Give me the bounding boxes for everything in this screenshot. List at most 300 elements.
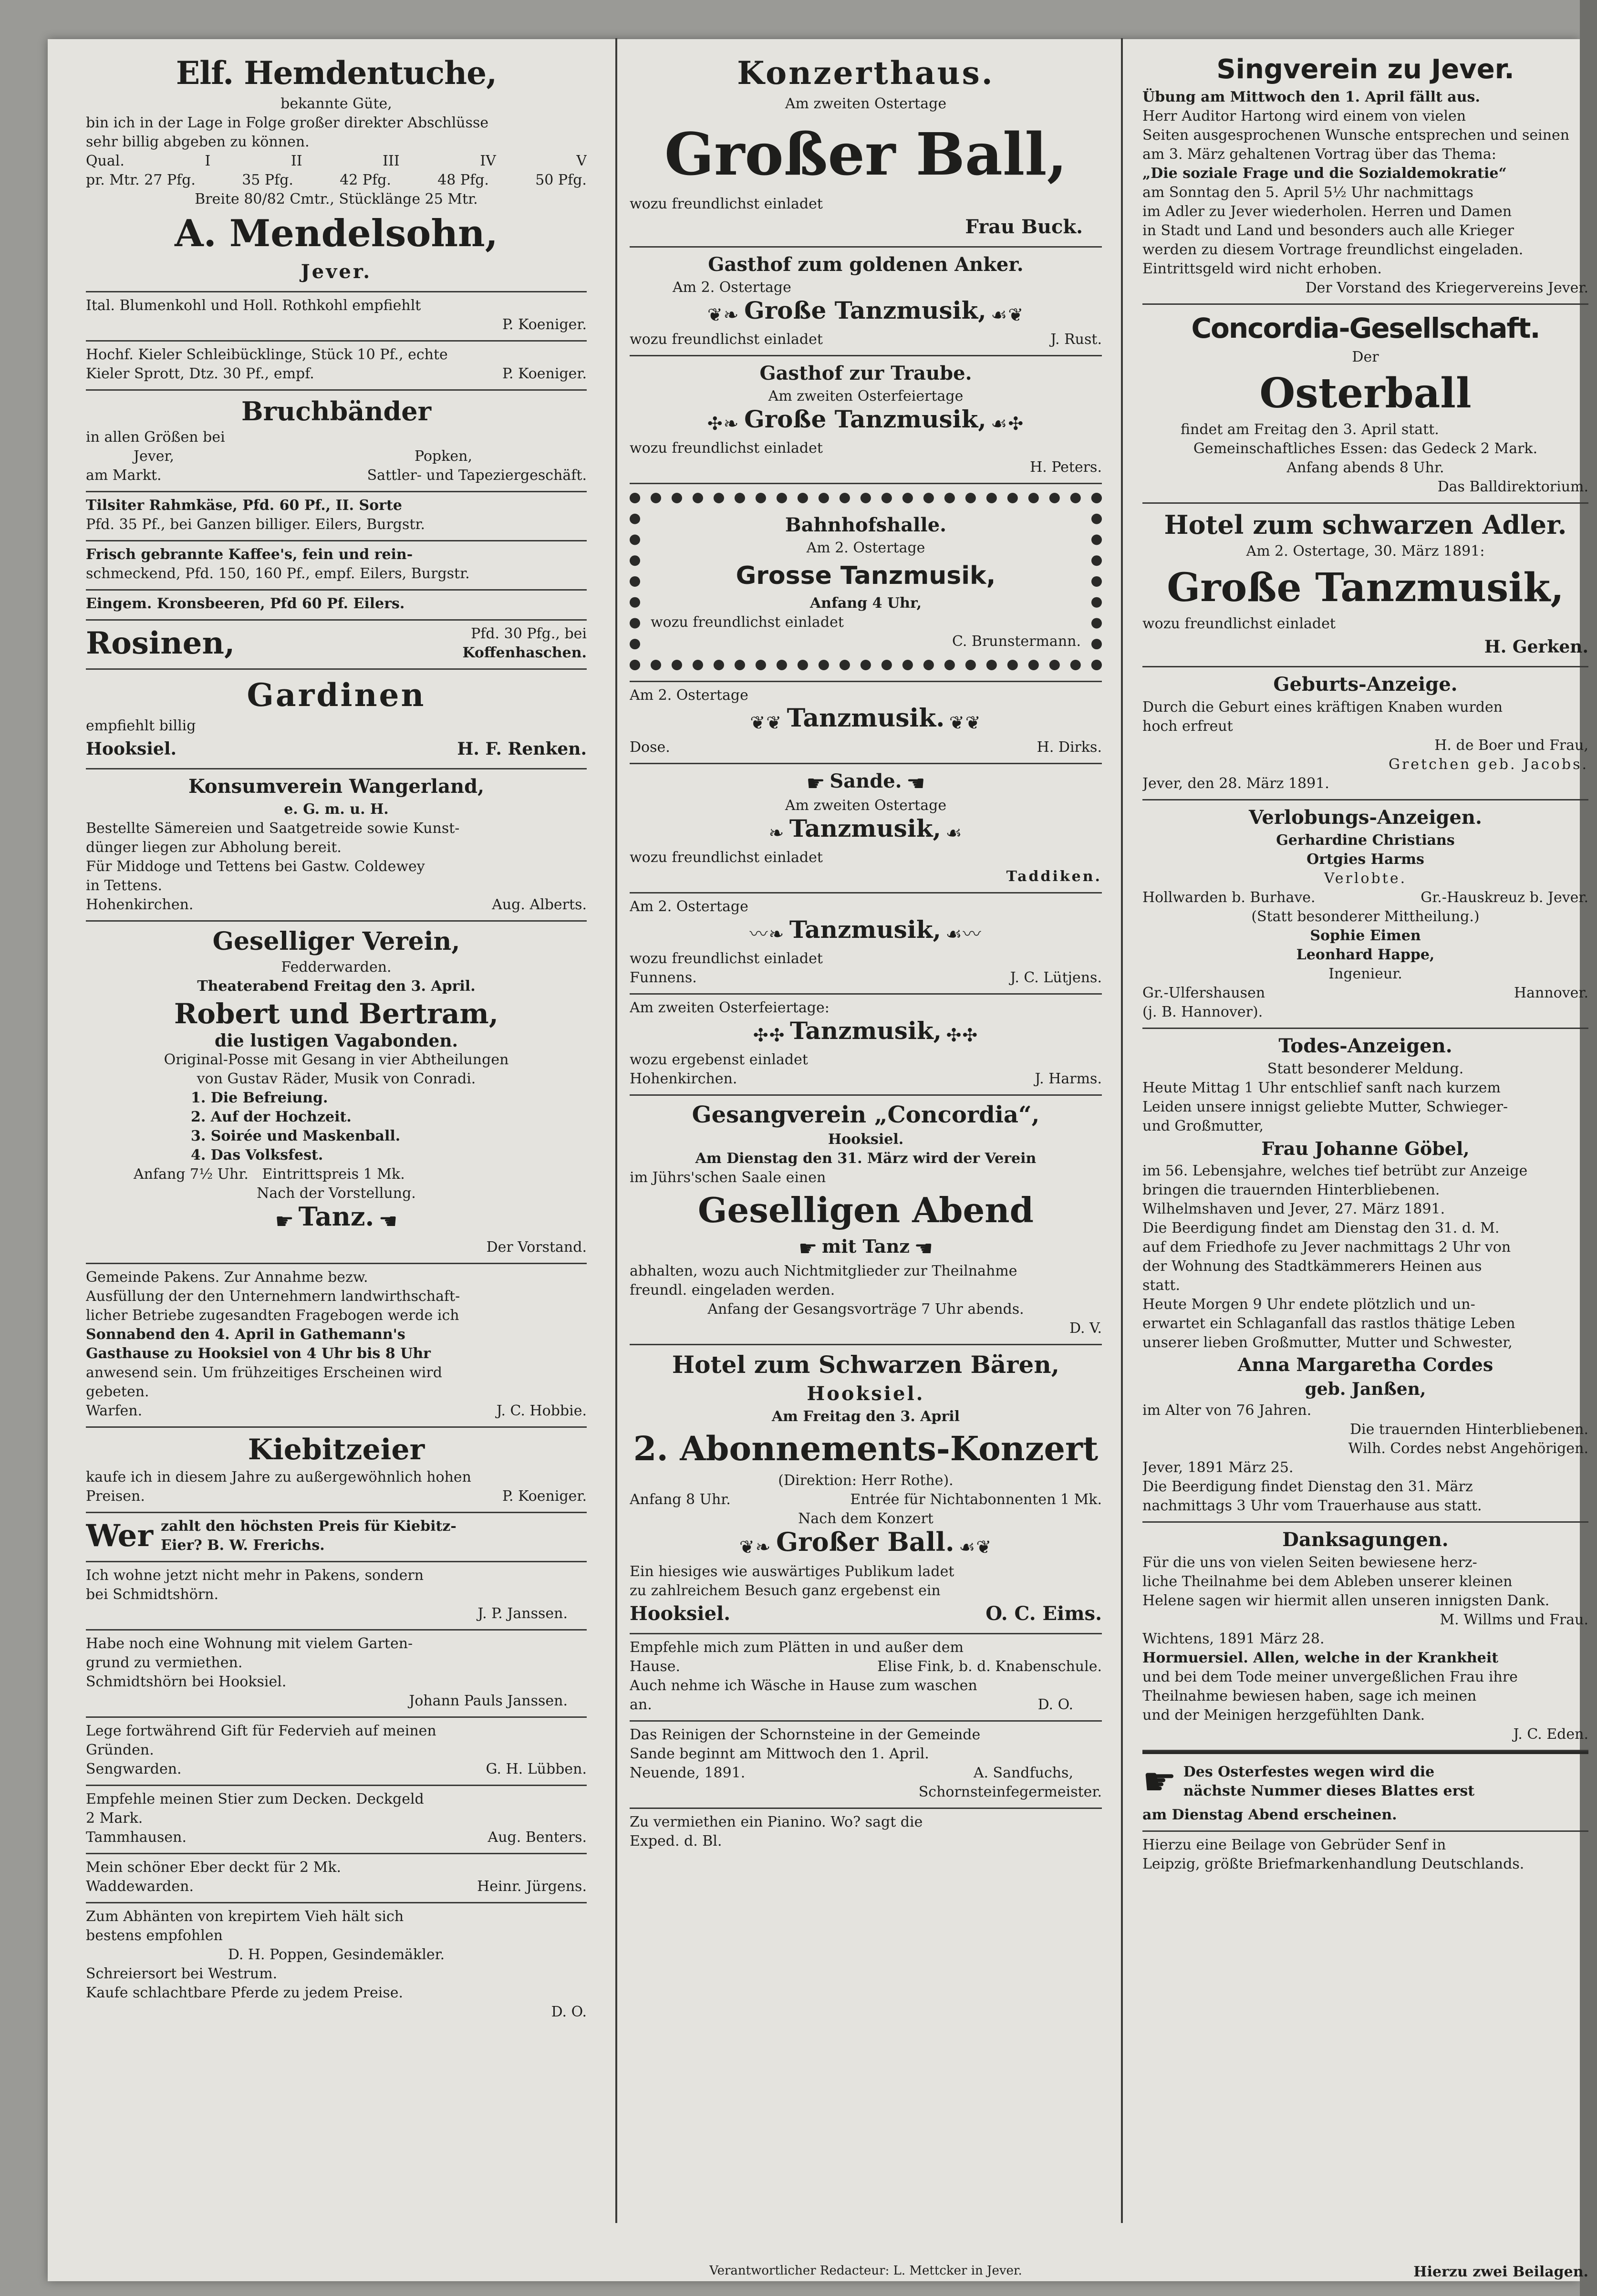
ad-text: Fedderwarden. (281, 959, 392, 976)
ad-title: Hotel zum schwarzen Adler. (1164, 509, 1567, 540)
ad-text: am Sonntag den 5. April 5½ Uhr nachmittags (1142, 184, 1473, 201)
ad-traube (630, 356, 1102, 484)
ad-signature: M. Willms und Frau. (1440, 1611, 1588, 1628)
ad-schwarzer-baer (630, 1345, 1102, 1634)
ad-title: Kiebitzeier (248, 1433, 425, 1466)
ad-text: Sengwarden. G. H. Lübben. (86, 1761, 587, 1777)
ad-text: statt. (1142, 1277, 1180, 1294)
ad-play-title: Robert und Bertram, (174, 997, 498, 1030)
ad-text: Sonnabend den 4. April in Gathemann's (86, 1326, 405, 1343)
dance-row: ☛ Tanz. ☚ (275, 1203, 398, 1234)
ad-signature: H. de Boer und Frau, (1434, 737, 1588, 754)
ad-goldener-anker (630, 248, 1102, 356)
ad-text: Hooksiel. H. F. Renken. (86, 739, 587, 759)
ad-event: Große Tanzmusik, (1167, 565, 1564, 611)
pointing-hand-right-icon: ☛ (275, 1209, 294, 1234)
ad-rosinen (86, 621, 587, 670)
ad-text: Hollwarden b. Burhave. Gr.-Hauskreuz b. Jever. (1142, 889, 1588, 906)
ad-text: Das Reinigen der Schornsteine in der Gemeinde (630, 1726, 981, 1743)
ad-text: erwartet ein Schlaganfall das rastlos thätige Leben (1142, 1315, 1515, 1332)
ornament-left-icon: ❧ (768, 822, 785, 843)
ad-text: Am zweiten Osterfeiertage (768, 388, 964, 405)
event-row: ❦❦ Tanzmusik. ❦❦ (630, 705, 1102, 738)
ad-text: Exped. d. Bl. (630, 1833, 722, 1849)
rosinen-detail: Pfd. 30 Pfg., bei Koffenhaschen. (462, 625, 587, 661)
ad-verlobungs-anzeigen (1142, 800, 1588, 1029)
ad-text: Die Beerdigung findet Dienstag den 31. März (1142, 1478, 1473, 1495)
ad-text: Gemeinschaftliches Essen: das Gedeck 2 Mark. (1193, 440, 1538, 457)
ad-text: Ausfüllung der den Unternehmern landwirthschaft- (86, 1288, 460, 1305)
ad-text: bekannte Güte, (280, 95, 392, 112)
ad-text: Hooksiel. O. C. Eims. (630, 1602, 1102, 1625)
ad-text: Gr.-Ulfershausen Hannover. (1142, 985, 1588, 1001)
ad-signature: D. V. (1069, 1320, 1102, 1337)
ad-text: kaufe ich in diesem Jahre zu außergewöhnlich hohen (86, 1469, 472, 1486)
ad-title: Konzerthaus. (737, 54, 995, 92)
ad-text: Die trauernden Hinterbliebenen. (1349, 1421, 1588, 1438)
pointing-hand-right-icon: ☛ (806, 771, 825, 796)
ad-text: wozu freundlichst einladet (651, 614, 844, 631)
ad-juergens (86, 1854, 587, 1903)
ad-geselliger-verein (86, 922, 587, 1264)
ad-text: dünger liegen zur Abholung bereit. (86, 839, 342, 856)
ad-text: sehr billig abgeben zu können. (86, 134, 310, 150)
ad-subtitle: e. G. m. u. H. (284, 801, 389, 818)
ad-schornstein (630, 1722, 1102, 1809)
ad-text: Gründen. (86, 1742, 154, 1758)
ad-tilsiter (86, 492, 587, 541)
ad-text: Warfen. J. C. Hobbie. (86, 1403, 587, 1419)
decorative-frame (630, 493, 1102, 670)
ad-text: Kieler Sprott, Dtz. 30 Pf., empf. P. Koeniger. (86, 365, 587, 382)
ad-title: Danksagungen. (1282, 1528, 1449, 1551)
ad-text: Bestellte Sämereien und Saatgetreide sowie Kunst- (86, 820, 460, 837)
ad-text: wozu ergebenst einladet (630, 1051, 808, 1068)
ad-text: Die Beerdigung findet am Dienstag den 31. d. M. (1142, 1220, 1500, 1236)
ornament-left-icon: ✣✣ (753, 1025, 786, 1046)
ad-text: hoch erfreut (1142, 718, 1233, 735)
ad-text: Habe noch eine Wohnung mit vielem Garten- (86, 1635, 413, 1652)
ad-title: Concordia-Gesellschaft. (1191, 312, 1540, 344)
ad-dose (630, 682, 1102, 764)
ad-event: 2. Abonnements-Konzert (633, 1429, 1099, 1468)
ad-text: Anfang der Gesangsvorträge 7 Uhr abends. (707, 1301, 1024, 1318)
ad-bahnhofshalle (630, 484, 1102, 682)
ad-text: Theaterabend Freitag den 3. April. (197, 978, 476, 995)
ad-schwarzer-adler (1142, 504, 1588, 667)
ad-text: Waddewarden. Heinr. Jürgens. (86, 1878, 587, 1895)
pointing-hand-left-icon: ☚ (906, 771, 925, 796)
ad-signature: Das Balldirektorium. (1437, 478, 1588, 495)
ornament-right-icon: ☙〰 (945, 924, 982, 945)
ornament-right-icon: ✣✣ (946, 1025, 979, 1046)
ad-funnens (630, 893, 1102, 995)
ad-gesangverein-concordia (630, 1096, 1102, 1345)
ad-text: Der (1352, 349, 1379, 365)
ad-name: geb. Janßen, (1305, 1379, 1426, 1399)
event-row: ✣❧ Große Tanzmusik, ☙✣ (630, 406, 1102, 439)
ad-text: wozu freundlichst einladet (630, 849, 823, 866)
ad-text: Hierzu eine Beilage von Gebrüder Senf in (1142, 1837, 1446, 1853)
ad-text: gebeten. (86, 1383, 149, 1400)
ad-text: (j. B. Hannover). (1142, 1004, 1263, 1020)
ad-text: freundl. eingeladen werden. (630, 1282, 835, 1299)
ad-text: in Stadt und Land und besonders auch alle Krieger (1142, 222, 1514, 239)
ornament-right-icon: ☙❦ (991, 304, 1025, 325)
ad-text: Empfehle meinen Stier zum Decken. Deckgeld (86, 1791, 424, 1808)
ad-text: wozu freundlichst einladet (1142, 615, 1336, 632)
ad-text: D. H. Poppen, Gesindemäkler. (228, 1946, 445, 1963)
ad-text: und Großmutter, (1142, 1118, 1264, 1134)
ad-text: Durch die Geburt eines kräftigen Knaben wurden (1142, 699, 1503, 716)
ornament-left-icon: ❦❧ (739, 1537, 772, 1558)
event-row: ✣✣ Tanzmusik, ✣✣ (630, 1018, 1102, 1050)
ad-act: 4. Das Volksfest. (191, 1147, 323, 1164)
ad-text: Am 2. Ostertage (630, 898, 748, 915)
ad-text: Am 2. Ostertage (806, 540, 925, 556)
ad-text: Frisch gebrannte Kaffee's, fein und rein- (86, 546, 413, 563)
ad-text: Heute Morgen 9 Uhr endete plötzlich und un- (1142, 1296, 1475, 1313)
ad-title: Gasthof zur Traube. (759, 362, 972, 384)
ad-text: Anfang 8 Uhr. Entrée für Nichtabonnenten 1 Mk. (630, 1491, 1102, 1508)
ad-text: Preisen. P. Koeniger. (86, 1488, 587, 1505)
ad-text: wozu freundlichst einladet (630, 196, 823, 212)
ad-text: Ingenieur. (1328, 966, 1402, 982)
ad-text: Hause. Elise Fink, b. d. Knabenschule. (630, 1658, 1102, 1675)
ad-title: Geselliger Verein, (212, 927, 460, 956)
ad-blumenkohl (86, 292, 587, 342)
ad-text: Neuende, 1891. A. Sandfuchs, (630, 1765, 1073, 1781)
ad-text: Heute Mittag 1 Uhr entschlief sanft nach kurzem (1142, 1080, 1501, 1096)
ad-text: wozu freundlichst einladet (630, 950, 823, 967)
ad-signature: Taddiken. (1006, 868, 1102, 885)
ad-town: Jever. (301, 260, 372, 283)
ad-text: Wilh. Cordes nebst Angehörigen. (1348, 1440, 1588, 1457)
ad-fink (630, 1634, 1102, 1722)
ad-text: Sande beginnt am Mittwoch den 1. April. (630, 1745, 929, 1762)
ad-text: im 56. Lebensjahre, welches tief betrübt zur Anzeige (1142, 1163, 1528, 1179)
ad-singverein (1142, 48, 1588, 305)
ad-text: 2 Mark. (86, 1810, 143, 1827)
ad-beilage (1142, 1832, 1588, 1880)
ad-act: 3. Soirée und Maskenball. (191, 1128, 401, 1144)
ad-text: Für Middoge und Tettens bei Gastw. Coldewey (86, 858, 425, 875)
ad-act: 2. Auf der Hochzeit. (191, 1109, 352, 1125)
ad-text: Zu vermiethen ein Pianino. Wo? sagt die (630, 1814, 923, 1830)
ad-text: Anfang 7½ Uhr. Eintrittspreis 1 Mk. (134, 1166, 405, 1183)
ad-title: Todes-Anzeigen. (1278, 1035, 1452, 1057)
ad-text: Gasthause zu Hooksiel von 4 Uhr bis 8 Uhr (86, 1345, 431, 1362)
ad-todes-anzeigen (1142, 1029, 1588, 1523)
ad-event: Osterball (1259, 369, 1472, 417)
ad-text: wozu freundlichst einladet J. Rust. (630, 331, 1102, 348)
ad-text: Ein hiesiges wie auswärtiges Publikum ladet (630, 1563, 954, 1580)
ad-geburts-anzeige (1142, 667, 1588, 800)
ad-text: (Statt besonderer Mittheilung.) (1251, 908, 1480, 925)
ad-hohenkirchen (630, 995, 1102, 1096)
column-left (86, 48, 587, 2237)
ad-text: Hohenkirchen. Aug. Alberts. (86, 896, 587, 913)
ad-text: empfiehlt billig (86, 717, 196, 734)
ad-text: Mein schöner Eber deckt für 2 Mk. (86, 1859, 342, 1876)
ad-text: Lege fortwährend Gift für Federvieh auf meinen (86, 1723, 436, 1739)
ad-kronsbeeren (86, 591, 587, 621)
column-rule (1121, 38, 1123, 2223)
ad-name: Ortgies Harms (1307, 851, 1424, 868)
ad-text: die lustigen Vagabonden. (214, 1031, 458, 1050)
ad-text: nächste Nummer dieses Blattes erst (1183, 1783, 1475, 1799)
ad-text: Nach dem Konzert (798, 1510, 933, 1527)
ad-text: findet am Freitag den 3. April statt. (1181, 421, 1439, 438)
ad-kiebitzeier (86, 1428, 587, 1513)
ad-kaffee (86, 541, 587, 591)
ad-name: Gerhardine Christians (1276, 832, 1455, 849)
ad-signature: C. Brunstermann. (952, 633, 1081, 650)
ad-signature: Der Vorstand. (486, 1239, 587, 1256)
ad-text: bringen die trauernden Hinterbliebenen. (1142, 1182, 1440, 1198)
event-row: 〰❧ Tanzmusik, ☙〰 (630, 916, 1102, 949)
ad-text: „Die soziale Frage und die Sozialdemokratie“ (1142, 165, 1507, 182)
ad-text: Verlobte. (1324, 870, 1407, 887)
ornament-right-icon: ☙ (945, 822, 963, 843)
ad-text: grund zu vermiethen. (86, 1654, 243, 1671)
ad-text: Des Osterfestes wegen wird die (1183, 1764, 1435, 1780)
ad-text: Wilhelmshaven und Jever, 27. März 1891. (1142, 1201, 1445, 1217)
ad-text: im Jührs'schen Saale einen (630, 1169, 826, 1186)
ad-title: Rosinen, (86, 625, 235, 661)
ad-text: Jever, den 28. März 1891. (1142, 775, 1329, 792)
ad-firm: A. Mendelsohn, (175, 212, 498, 255)
ad-text: unserer lieben Großmutter, Mutter und Schwester, (1142, 1334, 1513, 1351)
ornament-right-icon: ☙✣ (991, 413, 1025, 434)
ad-text: Funnens. J. C. Lütjens. (630, 969, 1102, 986)
ad-text: Anfang 4 Uhr, (809, 595, 922, 612)
ad-text: (Direktion: Herr Rothe). (778, 1472, 954, 1489)
ad-wer (86, 1513, 587, 1562)
ad-text: Schmidtshörn bei Hooksiel. (86, 1673, 287, 1690)
ad-text: Übung am Mittwoch den 1. April fällt aus. (1142, 89, 1480, 105)
editor-line: Verantwortlicher Redacteur: L. Mettcker in Jever. (709, 2264, 1022, 2278)
ad-text: und bei dem Tode meiner unvergeßlichen Frau ihre (1142, 1669, 1518, 1685)
ad-text: Jever, 1891 März 25. (1142, 1459, 1294, 1476)
quality-row: Qual. I II III IV V (86, 153, 587, 169)
ad-text: licher Betriebe zugesandten Fragebogen werde ich (86, 1307, 459, 1324)
ad-signature: J. P. Janssen. (477, 1605, 568, 1622)
ad-signature: H. Peters. (1030, 459, 1102, 476)
ad-text: Hochf. Kieler Schleibücklinge, Stück 10 Pf., echte (86, 346, 448, 363)
ad-bruchbaender (86, 391, 587, 492)
ad-name: Sophie Eimen (1310, 927, 1421, 944)
ad-text: bin ich in der Lage in Folge großer direkter Abschlüsse (86, 114, 489, 131)
ad-text: Eingem. Kronsbeeren, Pfd 60 Pf. Eilers. (86, 595, 405, 612)
ad-text: bestens empfohlen (86, 1927, 223, 1944)
beilagen-line: Hierzu zwei Beilagen. (1413, 2264, 1588, 2280)
ad-text: Tammhausen. Aug. Benters. (86, 1829, 587, 1846)
ad-signature: Frau Buck. (965, 216, 1083, 238)
ad-text: Am 2. Ostertage (630, 687, 748, 704)
ad-concordia-gesellschaft (1142, 305, 1588, 504)
ad-text: in allen Größen bei (86, 429, 225, 446)
ornament-right-icon: ❦❦ (949, 712, 982, 733)
event-row: ☛ mit Tanz ☚ (798, 1236, 933, 1261)
ad-text: an. D. O. (630, 1696, 1073, 1713)
ad-signature: Gretchen geb. Jacobs. (1389, 756, 1588, 773)
ad-text: Wichtens, 1891 März 28. (1142, 1631, 1325, 1647)
ad-text: Anfang abends 8 Uhr. (1286, 459, 1444, 476)
rosinen-row (86, 624, 587, 663)
ad-poppen (86, 1903, 587, 2027)
ad-text: Seiten ausgesprochenen Wunsche entsprechen und seinen (1142, 127, 1570, 144)
ad-text: Pfd. 35 Pf., bei Ganzen billiger. Eilers, Burgstr. (86, 516, 425, 533)
ad-title: Gasthof zum goldenen Anker. (708, 253, 1024, 276)
event-row: ❧ Tanzmusik, ☙ (630, 815, 1102, 848)
ad-text: bei Schmidtshörn. (86, 1586, 219, 1603)
ad-konzerthaus (630, 48, 1102, 248)
ad-text: Am zweiten Ostertage (785, 797, 947, 814)
pointing-hand-right-icon: ☛ (798, 1236, 818, 1261)
pointing-hand-left-icon: ☚ (378, 1209, 398, 1234)
ad-text: zu zahlreichem Besuch ganz ergebenst ein (630, 1582, 941, 1599)
ad-pianino (630, 1809, 1102, 1857)
ad-text: Tilsiter Rahmkäse, Pfd. 60 Pf., II. Sorte (86, 497, 402, 514)
ad-text: Ich wohne jetzt nicht mehr in Pakens, sondern (86, 1567, 424, 1584)
event-row: ❦❧ Große Tanzmusik, ☙❦ (630, 297, 1102, 330)
ad-title: Gardinen (247, 676, 426, 714)
ad-title: Bahnhofshalle. (785, 514, 947, 536)
ad-event: Geselligen Abend (698, 1190, 1034, 1230)
ad-name: Anna Margaretha Cordes (1237, 1354, 1493, 1375)
place-row: ☛ Sande. ☚ (806, 770, 925, 796)
price-row: pr. Mtr. 27 Pfg. 35 Pfg. 42 Pfg. 48 Pfg. 50 Pfg. (86, 172, 587, 188)
ad-text: Jever, Popken, (134, 448, 472, 465)
ad-text: Original-Posse mit Gesang in vier Abtheilungen (164, 1051, 509, 1068)
ad-signature: Der Vorstand des Kriegervereins Jever. (1305, 280, 1588, 296)
ad-text: am Dienstag Abend erscheinen. (1142, 1807, 1397, 1823)
ornament-left-icon: ✣❧ (707, 413, 740, 434)
ad-text: Eintrittsgeld wird nicht erhoben. (1142, 260, 1382, 277)
column-right (1142, 48, 1588, 2237)
column-rule (615, 38, 617, 2223)
ad-name: Frau Johanne Göbel, (1261, 1138, 1470, 1159)
ad-text: von Gustav Räder, Musik von Conradi. (197, 1070, 476, 1087)
wer-row: Wer zahlt den höchsten Preis für Kiebitz- Eier? B. W. Frerichs. (86, 1518, 456, 1554)
notice-row (1142, 1758, 1588, 1806)
ad-konsumverein (86, 769, 587, 922)
ad-text: und der Meinigen herzgefühlten Dank. (1142, 1707, 1425, 1724)
event-row: ❦❧ Großer Ball. ☙❦ (630, 1528, 1102, 1562)
ad-title: Elf. Hemdentuche, (176, 54, 497, 92)
ad-benters (86, 1786, 587, 1854)
ad-signature: Johann Pauls Janssen. (409, 1693, 568, 1709)
ad-text: Gemeinde Pakens. Zur Annahme bezw. (86, 1269, 368, 1286)
ad-text: Schreiersort bei Westrum. (86, 1965, 278, 1982)
ad-text: im Adler zu Jever wiederholen. Herren und Damen (1142, 203, 1512, 220)
ad-text: Am zweiten Osterfeiertage: (630, 999, 830, 1016)
ad-title: Konsumverein Wangerland, (188, 775, 485, 798)
ad-text: Herr Auditor Hartong wird einem von vielen (1142, 108, 1466, 125)
ad-text: Empfehle mich zum Plätten in und außer dem (630, 1639, 964, 1656)
ornament-right-icon: ☙❦ (959, 1537, 993, 1558)
ad-text: Helene sagen wir hiermit allen unseren innigsten Dank. (1142, 1592, 1550, 1609)
ad-text: liche Theilnahme bei dem Ableben unserer kleinen (1142, 1573, 1513, 1590)
ad-act: 1. Die Befreiung. (191, 1090, 328, 1106)
ad-kieler (86, 342, 587, 391)
ad-signature: Schornsteinfegermeister. (918, 1784, 1102, 1800)
ad-text: in Tettens. (86, 877, 163, 894)
ornament-left-icon: ❦❧ (707, 304, 740, 325)
ad-text: Breite 80/82 Cmtr., Stücklänge 25 Mtr. (195, 191, 478, 208)
ad-text: Leipzig, größte Briefmarkenhandlung Deutschlands. (1142, 1856, 1524, 1872)
ad-text: Leiden unsere innigst geliebte Mutter, Schwieger- (1142, 1099, 1508, 1115)
ornament-left-icon: ❦❦ (750, 712, 783, 733)
ad-title: Hotel zum Schwarzen Bären, (672, 1351, 1060, 1379)
ad-text: Am Freitag den 3. April (771, 1408, 960, 1425)
ad-sande (630, 764, 1102, 893)
ad-title: Gesangverein „Concordia“, (692, 1101, 1040, 1128)
ad-signature: J. C. Eden. (1513, 1726, 1588, 1743)
ad-text: Statt besonderer Meldung. (1267, 1060, 1464, 1077)
ad-text: Hormuersiel. Allen, welche in der Krankheit (1142, 1650, 1499, 1666)
ornament-left-icon: 〰❧ (749, 924, 785, 945)
ad-text: schmeckend, Pfd. 150, 160 Pf., empf. Eilers, Burgstr. (86, 565, 470, 582)
ad-title: Singverein zu Jever. (1216, 54, 1514, 85)
column-middle (630, 48, 1102, 2237)
ad-event: Großer Ball, (664, 120, 1068, 188)
ad-text: Auch nehme ich Wäsche in Hause zum waschen (630, 1677, 977, 1694)
ad-text: Für die uns von vielen Seiten bewiesene herz- (1142, 1554, 1477, 1571)
ad-text: im Alter von 76 Jahren. (1142, 1402, 1312, 1419)
ad-text: Hooksiel. (828, 1131, 904, 1148)
ad-text: am Markt. Sattler- und Tapeziergeschäft. (86, 467, 587, 484)
ad-text: Ital. Blumenkohl und Holl. Rothkohl empfiehlt (86, 297, 421, 314)
ad-event: Grosse Tanzmusik, (736, 561, 996, 590)
ad-text: Am zweiten Ostertage (785, 95, 947, 112)
ad-janssen-wohnung (86, 1631, 587, 1718)
ad-text: wozu freundlichst einladet (630, 440, 823, 457)
ad-text: Kaufe schlachtbare Pferde zu jedem Preise. (86, 1984, 404, 2001)
ad-signature: P. Koeniger. (502, 316, 587, 333)
pointing-hand-left-icon: ☚ (914, 1236, 933, 1261)
ad-name: Leonhard Happe, (1296, 946, 1435, 963)
ad-text: Zum Abhänten von krepirtem Vieh hält sich (86, 1908, 404, 1925)
ad-text: Am Dienstag den 31. März wird der Verein (695, 1150, 1037, 1167)
ad-text: werden zu diesem Vortrage freundlichst eingeladen. (1142, 241, 1524, 258)
ad-text: Dose. H. Dirks. (630, 739, 1102, 756)
ad-title: Verlobungs-Anzeigen. (1249, 806, 1482, 829)
ad-text: Nach der Vorstellung. (257, 1185, 416, 1202)
ad-text: am 3. März gehaltenen Vortrag über das Thema: (1142, 146, 1496, 163)
ad-text: nachmittags 3 Uhr vom Trauerhause aus statt. (1142, 1497, 1482, 1514)
ad-danksagungen (1142, 1523, 1588, 1751)
ad-text: abhalten, wozu auch Nichtmitglieder zur Theilnahme (630, 1263, 1017, 1279)
ad-title: Bruchbänder (241, 396, 432, 426)
ad-signature: D. O. (551, 2004, 587, 2020)
ad-luebben (86, 1718, 587, 1786)
ad-text: Hooksiel. (807, 1382, 925, 1405)
ad-ostern-notice (1142, 1751, 1588, 1832)
ad-text: Theilnahme bewiesen haben, sage ich meinen (1142, 1688, 1477, 1704)
ad-janssen-move (86, 1562, 587, 1631)
ad-text: anwesend sein. Um frühzeitiges Erscheinen wird (86, 1364, 442, 1381)
ad-title: Geburts-Anzeige. (1273, 673, 1458, 696)
ad-text: auf dem Friedhofe zu Jever nachmittags 2 Uhr von (1142, 1239, 1511, 1256)
ad-text: Am 2. Ostertage, 30. März 1891: (1246, 543, 1485, 560)
ad-text: der Wohnung des Stadtkämmerers Heinen aus (1142, 1258, 1482, 1275)
ad-signature: H. Gerken. (1484, 637, 1588, 657)
ad-text: Am 2. Ostertage (673, 279, 791, 296)
ad-gemeinde-pakens (86, 1264, 587, 1428)
pointing-hand-right-icon: ☛ (1142, 1759, 1177, 1804)
